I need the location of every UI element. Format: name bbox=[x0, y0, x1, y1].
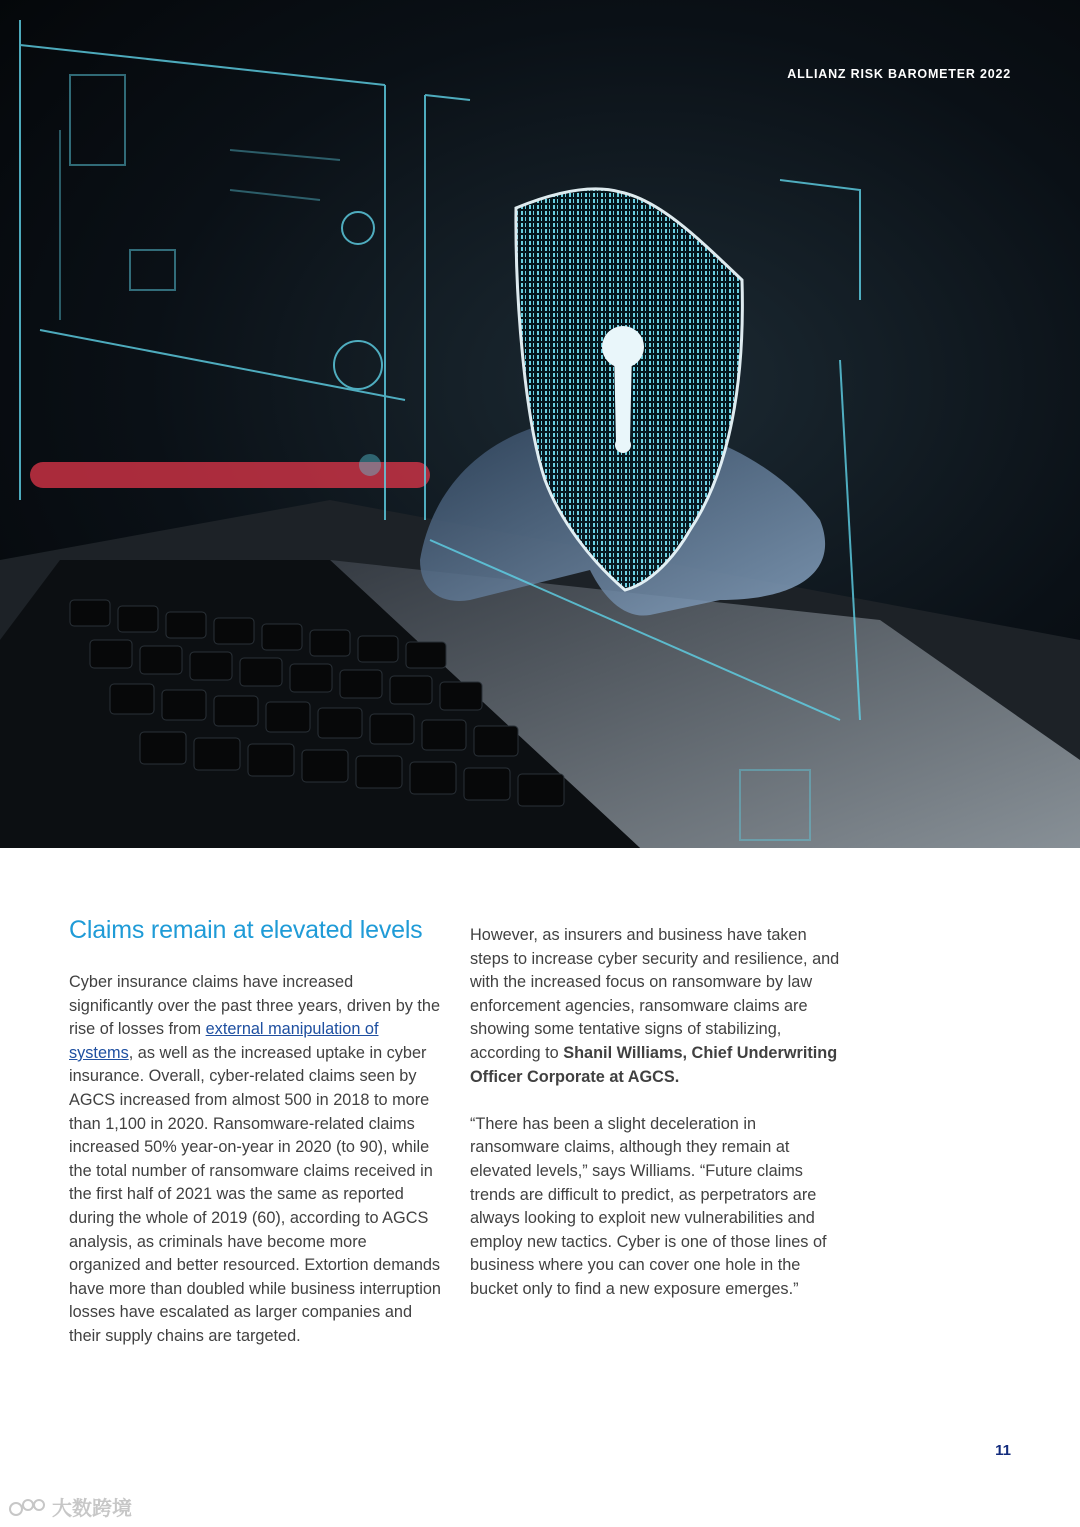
quoted-person: Shanil Williams, Chief Underwriting Officer Corporate at AGCS. bbox=[470, 1043, 838, 1086]
right-paragraph-text: However, as insurers and business have taken steps to increase cyber security and resilience, and with the increased focus on ransomware by law enforcement agencies, ransomware claims are showing some tentative signs of stabilizing, according to bbox=[470, 926, 840, 1062]
section-heading: Claims remain at elevated levels bbox=[69, 916, 423, 944]
left-paragraph-text-a: Cyber insurance claims have increased significantly over the past three years, driven by the rise of losses from bbox=[69, 973, 441, 1039]
running-head: ALLIANZ RISK BAROMETER 2022 bbox=[787, 67, 1011, 81]
right-paragraph-1 bbox=[470, 924, 842, 1089]
watermark-logo-icon bbox=[8, 1495, 48, 1519]
page-number: 11 bbox=[995, 1442, 1011, 1459]
left-paragraph-text-b: , as well as the increased uptake in cyber insurance. Overall, cyber-related claims seen by AGCS increased from almost 500 in 2018 to more than 1,100 in 2020. Ransomware-related claims increased 50% year-on-year in 2020 (to 90), while the total number of ransomware claims received in the first half of 2021 was the same as reported during the whole of 2019 (60), according to AGCS analysis, as criminals have become more organized and better resourced. Extortion demands have more than doubled while business interruption losses have escalated as larger companies and their supply chains are targeted. bbox=[69, 1043, 441, 1345]
left-column bbox=[69, 971, 441, 1349]
external-manipulation-link[interactable]: external manipulation of systems bbox=[69, 1020, 379, 1062]
left-paragraph bbox=[69, 971, 441, 1349]
watermark-text: 大数跨境 bbox=[52, 1498, 132, 1520]
right-column bbox=[470, 924, 842, 1302]
right-paragraph-2-quote: “There has been a slight deceleration in ransomware claims, although they remain at elevated levels,” says Williams. “Future claims trends are difficult to predict, as perpetrators are always looking to exploit new vulnerabilities and employ new tactics. Cyber is one of those lines of business where you can cover one hole in the bucket only to find a new exposure emerges.” bbox=[470, 1114, 827, 1298]
watermark bbox=[8, 1492, 132, 1521]
